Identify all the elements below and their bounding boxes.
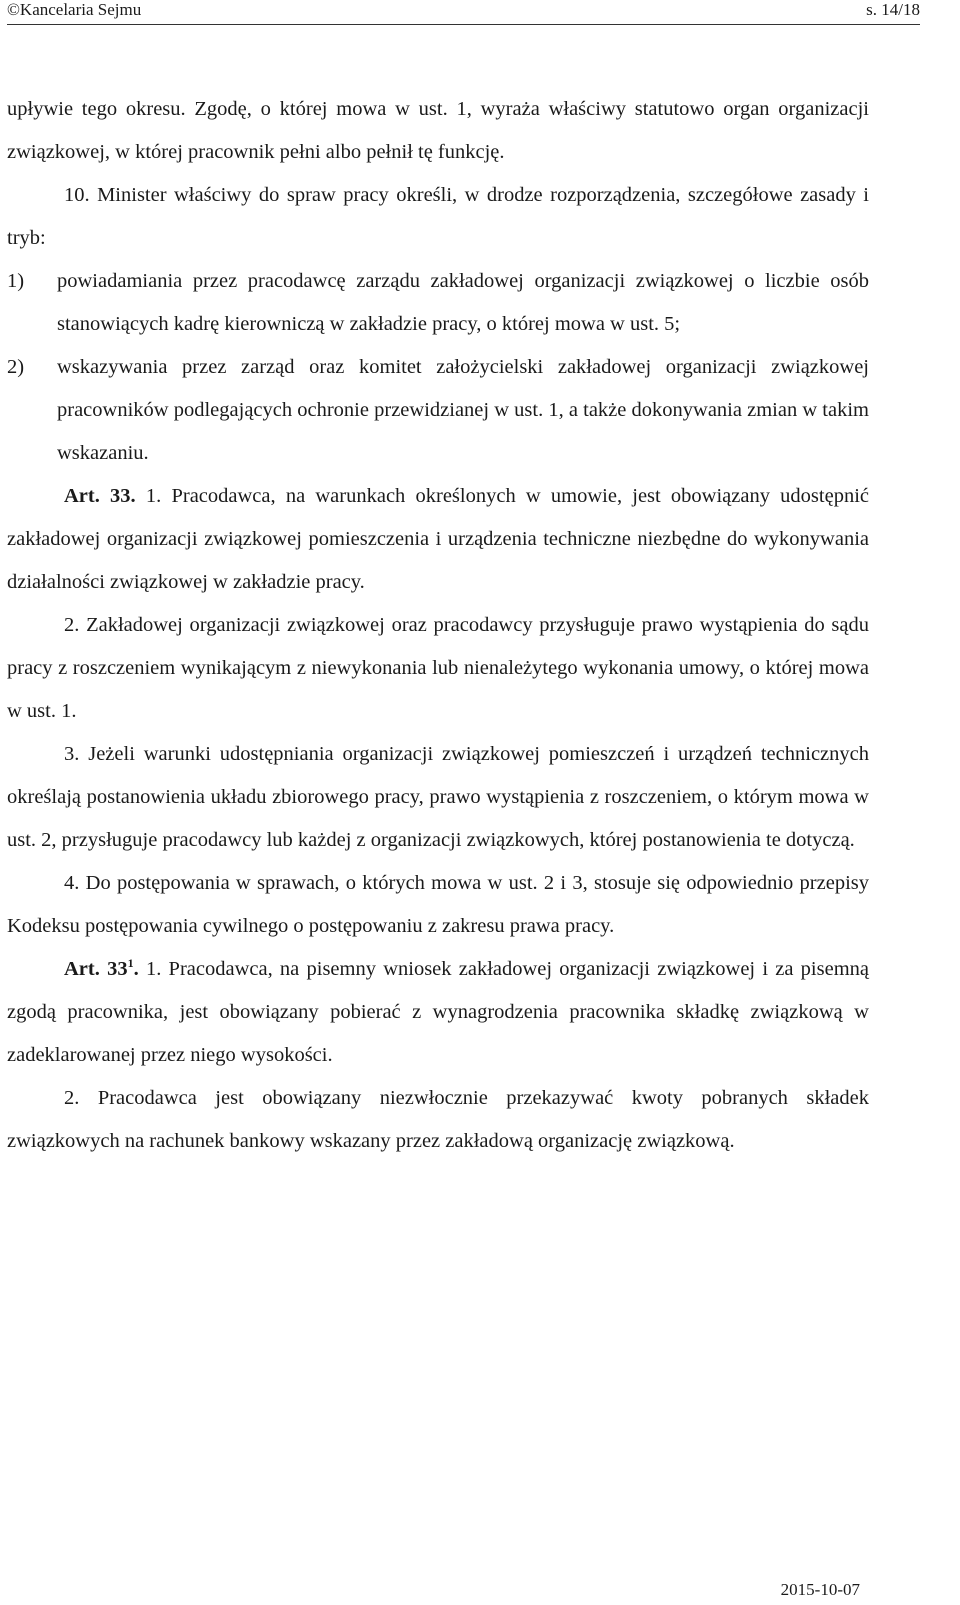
article-superscript: 1 [127,956,134,971]
article-33-1-ust-2: 2. Pracodawca jest obowiązany niezwłocznie przekazywać kwoty pobranych składek związkowych na rachunek bankowy wskazany przez zakładową organizację związkową. [7,1087,869,1152]
article-33-1-label: Art. $33^1$. [64,956,139,980]
list-item-2 [7,346,869,475]
article-33-ust-3: 3. Jeżeli warunki udostępniania organizacji związkowej pomieszczeń i urządzeń technicznych określają postanowienia układu zbiorowego pracy, prawo wystąpienia z roszczeniem, o którym mowa w ust. 2, przysługuje pracodawcy lub każdej z organizacji związkowych, której postanowienia te dotyczą. [7,743,869,851]
article-33-1-text: 1. Pracodawca, na pisemny wniosek zakładowej organizacji związkowej i za pisemną zgodą pracownika, jest obowiązany pobierać z wynagrodzenia pracownika składkę związkową w zadeklarowanej przez niego wysokości. [7,958,870,1066]
list-item-1 [7,260,869,346]
list-item-text: wskazywania przez zarząd oraz komitet założycielski zakładowej organizacji związkowej pracowników podlegających ochronie przewidzianej w ust. 1, a także dokonywania zmian w takim wskazaniu. [57,356,869,464]
list-item-number: 1) [7,270,25,292]
page-header [7,0,920,25]
list-item-text: powiadamiania przez pracodawcę zarządu zakładowej organizacji związkowej o liczbie osób stanowiących kadrę kierowniczą w zakładzie pracy, o której mowa w ust. 5; [57,270,869,335]
paragraph-continuation: upływie tego okresu. Zgodę, o której mowa w ust. 1, wyraża właściwy statutowo organ organizacji związkowej, w której pracownik pełni albo pełnił tę funkcję. [7,98,869,163]
paragraph-ust-10: 10. Minister właściwy do spraw pracy określi, w drodze rozporządzenia, szczegółowe zasady i tryb: [7,184,869,249]
publisher-label: ©Kancelaria Sejmu [7,0,142,19]
article-33-label: Art. 33. [64,485,136,507]
list-item-number: 2) [7,356,25,378]
article-33-1 [7,948,869,1077]
article-33-ust-2: 2. Zakładowej organizacji związkowej oraz pracodawcy przysługuje prawo wystąpienia do sądu pracy z roszczeniem wynikającym z niewykonania lub nienależytego wykonania umowy, o której mowa w ust. 1. [7,614,869,722]
document-date: 2015-10-07 [780,1580,860,1599]
article-33-text: 1. Pracodawca, na warunkach określonych w umowie, jest obowiązany udostępnić zakładowej organizacji związkowej pomieszczenia i urządzenia techniczne niezbędne do wykonywania działalności związkowej w zakładzie pracy. [7,485,869,593]
article-33-ust-4: 4. Do postępowania w sprawach, o których mowa w ust. 2 i 3, stosuje się odpowiednio przepisy Kodeksu postępowania cywilnego o postępowaniu z zakresu prawa pracy. [7,872,869,937]
document-body [7,88,869,1163]
article-33 [7,475,869,604]
page-number: s. 14/18 [866,0,920,19]
